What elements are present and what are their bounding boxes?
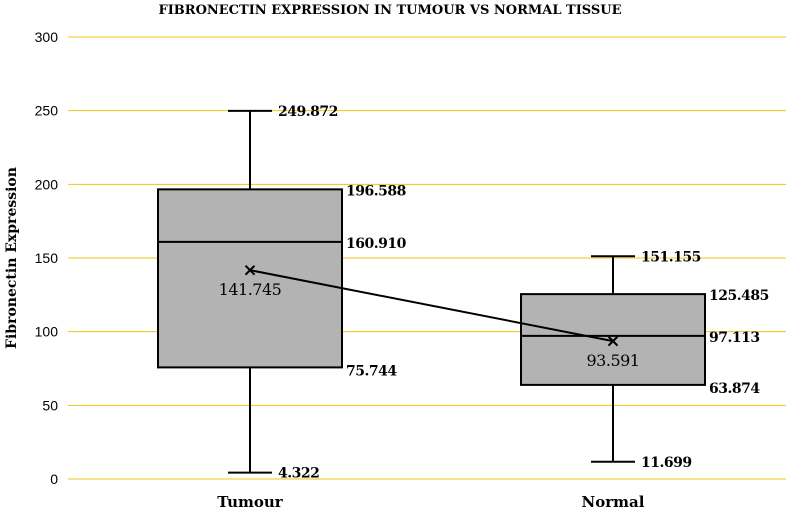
label-q3-tumour: 196.588 [346, 183, 406, 200]
iqr-box-tumour [158, 189, 342, 367]
y-tick-label-300: 300 [34, 29, 58, 45]
y-tick-label-150: 150 [34, 250, 58, 266]
label-max-tumour: 249.872 [278, 103, 338, 120]
y-axis-ticks [35, 29, 59, 487]
label-q3-normal: 125.485 [709, 288, 769, 305]
label-mean-normal: 93.591 [586, 351, 640, 371]
label-mean-tumour: 141.745 [218, 280, 282, 300]
iqr-box-normal [521, 294, 705, 385]
label-median-normal: 97.113 [709, 329, 760, 346]
x-category-normal: Normal [581, 493, 645, 510]
label-q1-normal: 63.874 [709, 380, 760, 397]
y-tick-label-0: 0 [50, 471, 58, 487]
y-tick-label-200: 200 [34, 176, 58, 193]
y-axis-label: Fibronectin Expression [4, 167, 20, 349]
label-min-normal: 11.699 [641, 454, 692, 471]
y-tick-label-100: 100 [34, 323, 58, 340]
chart-title: FIBRONECTIN EXPRESSION IN TUMOUR VS NORMAL TISSUE [158, 3, 622, 18]
label-min-tumour: 4.322 [278, 465, 320, 482]
x-axis-categories [217, 493, 644, 510]
y-tick-label-250: 250 [34, 102, 58, 119]
label-median-tumour: 160.910 [346, 235, 406, 252]
y-tick-label-50: 50 [42, 397, 58, 414]
x-category-tumour: Tumour [217, 493, 283, 510]
label-max-normal: 151.155 [641, 249, 701, 266]
label-q1-tumour: 75.744 [346, 363, 397, 380]
